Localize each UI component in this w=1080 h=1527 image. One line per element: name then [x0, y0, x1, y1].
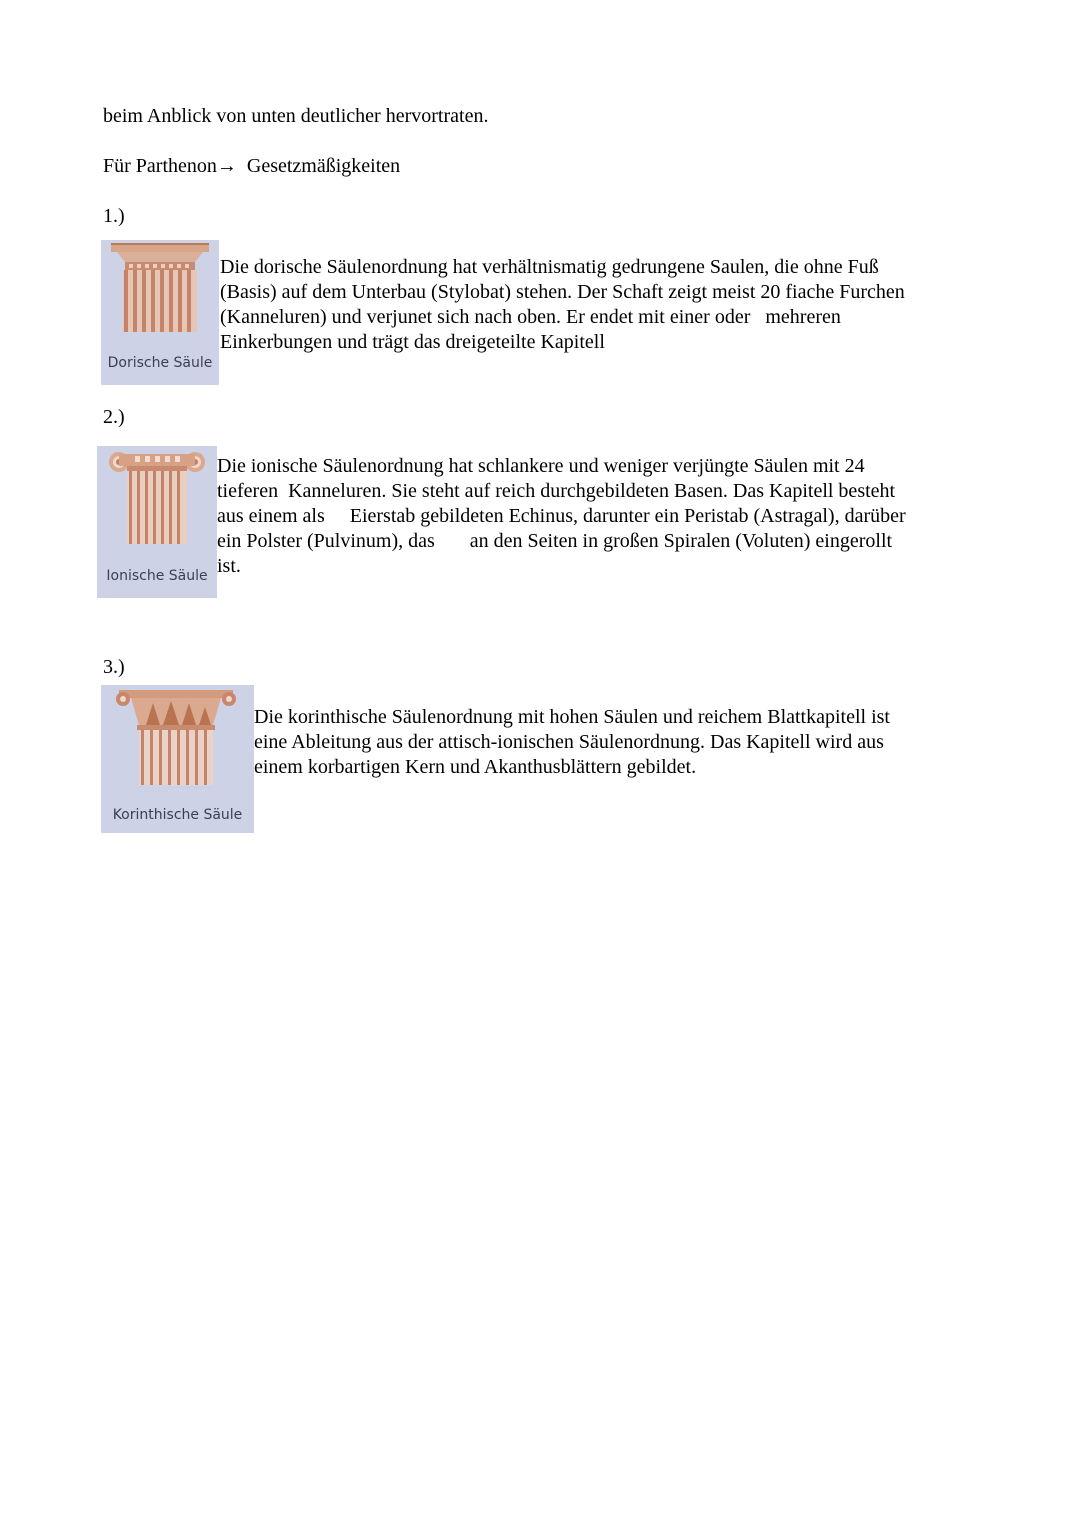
section-2-text: [217, 454, 977, 579]
section-1-line: (Kanneluren) und verjunet sich nach oben. Er endet mit einer oder mehreren: [220, 306, 841, 328]
section-2-line: ein Polster (Pulvinum), das an den Seiten in großen Spiralen (Voluten) eingerollt: [217, 530, 893, 552]
section-2-line: tieferen Kanneluren. Sie steht auf reich durchgebildeten Basen. Das Kapitell besteht: [217, 480, 896, 502]
section-3-line: Die korinthische Säulenordnung mit hohen Säulen und reichem Blattkapitell ist: [254, 706, 890, 728]
section-1-number: 1.): [103, 205, 125, 227]
section-1-line: Einkerbungen und trägt das dreigeteilte Kapitell: [220, 331, 605, 353]
doric-column-caption: Dorische Säule: [107, 355, 213, 371]
section-3-number: 3.): [103, 656, 125, 678]
section-2-line: Die ionische Säulenordnung hat schlankere und weniger verjüngte Säulen mit 24: [217, 455, 865, 477]
section-3-text: [254, 705, 1014, 780]
ionic-column-caption: Ionische Säule: [106, 568, 208, 584]
intro-line-2: Für Parthenon→ Gesetzmäßigkeiten: [103, 155, 401, 177]
intro-line-1: beim Anblick von unten deutlicher hervortraten.: [103, 105, 489, 127]
corinthian-column-image: [101, 685, 254, 833]
section-3-line: eine Ableitung aus der attisch-ionischen Säulenordnung. Das Kapitell wird aus: [254, 731, 884, 753]
section-1-line: (Basis) auf dem Unterbau (Stylobat) stehen. Der Schaft zeigt meist 20 fiache Furchen: [220, 281, 905, 303]
section-2-line: ist.: [217, 555, 241, 577]
ionic-column-image: [97, 446, 217, 598]
section-3-line: einem korbartigen Kern und Akanthusblättern gebildet.: [254, 756, 697, 778]
doric-column-image: [101, 240, 219, 385]
section-1-text: [220, 255, 980, 355]
section-2-line: aus einem als Eierstab gebildeten Echinus, darunter ein Peristab (Astragal), darüber: [217, 505, 906, 527]
section-1-line: Die dorische Säulenordnung hat verhältnismatig gedrungene Saulen, die ohne Fuß: [220, 256, 879, 278]
section-2-number: 2.): [103, 406, 125, 428]
corinthian-column-caption: Korinthische Säule: [112, 807, 243, 823]
